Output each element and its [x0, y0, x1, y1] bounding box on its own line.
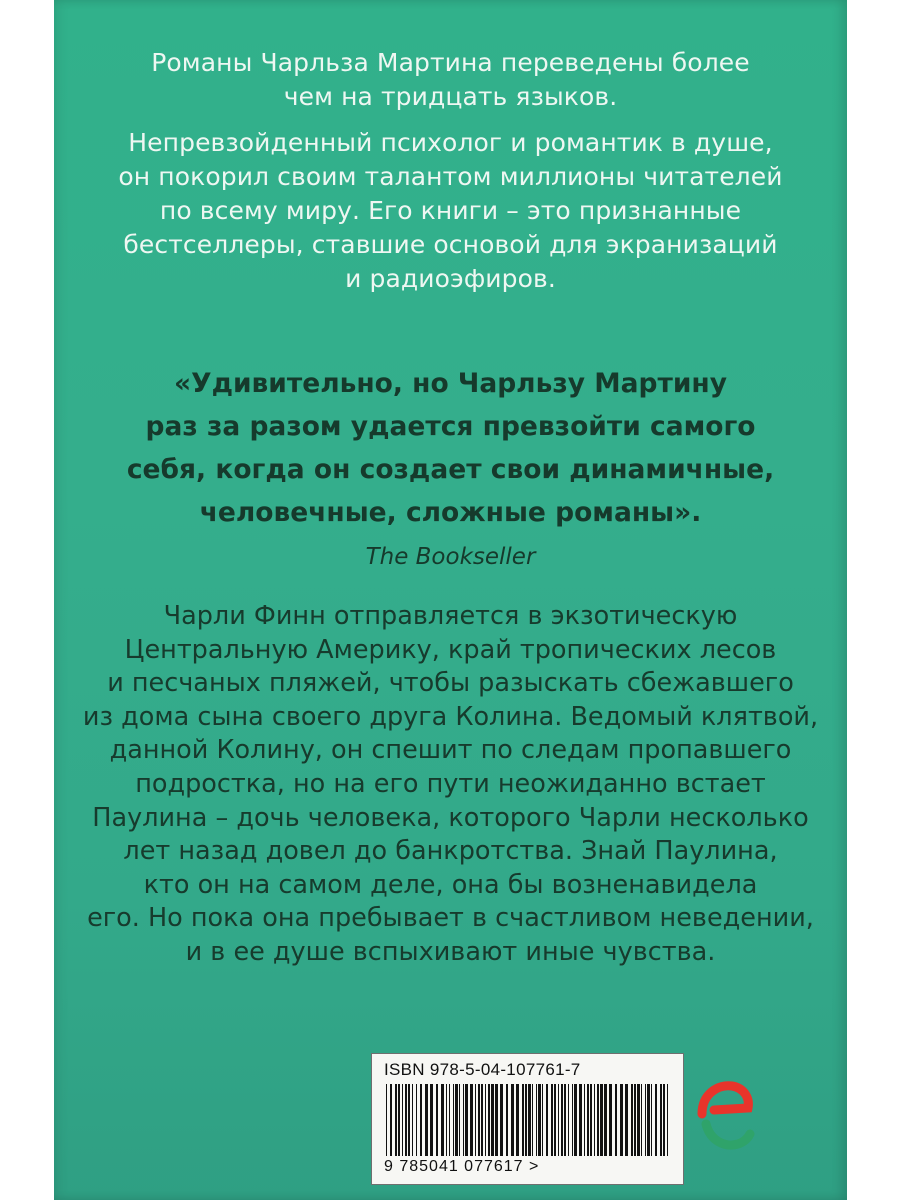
about-line: Непревзойденный психолог и романтик в душе,	[128, 128, 773, 157]
barcode-bar	[405, 1084, 407, 1156]
quote-line: себя, когда он создает свои динамичные,	[126, 454, 775, 485]
logo-bottom-arc	[706, 1124, 750, 1145]
synopsis-line: и в ее душе вспыхивают иные чувства.	[185, 936, 716, 967]
barcode-bar	[597, 1084, 599, 1156]
barcode-bar	[420, 1084, 422, 1156]
barcode-bar	[641, 1084, 642, 1156]
barcode-bar	[506, 1084, 508, 1156]
quote-source: The Bookseller	[365, 544, 536, 570]
about-line: он покорил своим талантом миллионы читателей	[118, 162, 783, 191]
about-line: и радиоэфиров.	[345, 264, 556, 293]
barcode-bar	[449, 1084, 450, 1156]
about-line: Романы Чарльза Мартина переведены более	[151, 48, 750, 77]
about-paragraph-1	[54, 46, 847, 114]
logo-top-arc	[702, 1086, 748, 1114]
about-line: чем на тридцать языков.	[283, 82, 618, 111]
barcode-bar	[655, 1084, 657, 1156]
barcode-bar	[561, 1084, 563, 1156]
barcode-bar	[631, 1084, 633, 1156]
barcode-bar	[516, 1084, 519, 1156]
barcode-bar	[430, 1084, 433, 1156]
barcode-bar	[398, 1084, 400, 1156]
barcode-bar	[386, 1084, 387, 1156]
barcode-bar	[536, 1084, 537, 1156]
barcode-bar	[651, 1084, 652, 1156]
synopsis-line: Чарли Финн отправляется в экзотическую	[163, 601, 738, 631]
barcode-bar	[615, 1084, 617, 1156]
barcode-bar	[574, 1084, 577, 1156]
barcode-bar	[660, 1084, 662, 1156]
eksmo-logo-icon	[694, 1080, 756, 1152]
barcode-bar	[478, 1084, 480, 1156]
barcode-bar	[551, 1084, 553, 1156]
barcode-bar	[663, 1084, 665, 1156]
barcode-label	[371, 1053, 684, 1185]
barcode-bar	[395, 1084, 397, 1156]
synopsis-line: кто он на самом деле, она бы возненавидела	[143, 869, 758, 900]
book-back-cover	[54, 0, 847, 1200]
barcode-bar	[620, 1084, 623, 1156]
barcode-bar	[470, 1084, 473, 1156]
synopsis	[54, 600, 847, 970]
synopsis-line: из дома сына своего друга Колина. Ведомый клятвой,	[82, 701, 819, 732]
barcode-bar	[645, 1084, 646, 1156]
barcode-bar	[459, 1084, 460, 1156]
barcode-bar	[568, 1084, 569, 1156]
synopsis-line: Центральную Америку, край тропических лесов	[124, 634, 777, 665]
barcode-bar	[546, 1084, 548, 1156]
barcode-bar	[522, 1084, 524, 1156]
barcode-bar	[453, 1084, 454, 1156]
barcode-bar	[604, 1084, 607, 1156]
barcode-bar	[558, 1084, 559, 1156]
barcode-bar	[579, 1084, 582, 1156]
barcode-bar	[481, 1084, 483, 1156]
barcode-bar	[538, 1084, 541, 1156]
barcode-bar	[495, 1084, 498, 1156]
barcode-bar	[491, 1084, 494, 1156]
barcode-bar	[436, 1084, 438, 1156]
quote-line: человечные, сложные романы».	[199, 497, 702, 528]
about-paragraph-2	[54, 126, 847, 296]
barcode-bar	[465, 1084, 468, 1156]
synopsis-line: данной Колину, он спешит по следам пропавшего	[109, 735, 792, 766]
barcode-bar	[511, 1084, 514, 1156]
barcode-bar	[584, 1084, 585, 1156]
synopsis-line: его. Но пока она пребывает в счастливом неведении,	[87, 903, 814, 934]
barcode-bar	[587, 1084, 589, 1156]
barcode-bar	[446, 1084, 447, 1156]
barcode-bar	[572, 1084, 573, 1156]
barcode-bar	[625, 1084, 628, 1156]
barcode-bar	[634, 1084, 636, 1156]
barcode-bar	[637, 1084, 640, 1156]
barcode-bar	[412, 1084, 413, 1156]
barcode-bar	[416, 1084, 417, 1156]
quote-line: «Удивительно, но Чарльзу Мартину	[174, 368, 727, 399]
barcode-bar	[402, 1084, 403, 1156]
synopsis-line: лет назад довел до банкротства. Знай Паулина,	[123, 836, 778, 867]
barcode-bar	[390, 1084, 392, 1156]
barcode-bar	[408, 1084, 410, 1156]
barcode-bar	[609, 1084, 612, 1156]
barcode-bar	[667, 1084, 668, 1156]
review-quote	[54, 362, 847, 577]
barcode-bar	[532, 1084, 533, 1156]
barcode-bar	[441, 1084, 444, 1156]
barcode-bar	[488, 1084, 490, 1156]
synopsis-line: и песчаных пляжей, чтобы разыскать сбежавшего	[107, 668, 794, 699]
barcode-bar	[455, 1084, 458, 1156]
synopsis-line: подростка, но на его пути неожиданно встает	[135, 768, 766, 799]
barcode-bar	[594, 1084, 595, 1156]
barcode-bar	[425, 1084, 428, 1156]
author-about-section	[54, 46, 847, 296]
barcode-icon	[386, 1084, 670, 1158]
barcode-bar	[542, 1084, 543, 1156]
barcode-bar	[564, 1084, 566, 1156]
barcode-bar	[463, 1084, 464, 1156]
barcode-bar	[485, 1084, 486, 1156]
barcode-bar	[647, 1084, 650, 1156]
barcode-bar	[475, 1084, 476, 1156]
about-line: бестселлеры, ставшие основой для экранизаций	[123, 230, 778, 259]
barcode-digits: 9 785041 077617 >	[384, 1158, 540, 1175]
barcode-bar	[525, 1084, 527, 1156]
about-line: по всему миру. Его книги – это признанные	[159, 196, 742, 225]
synopsis-line: Паулина – дочь человека, которого Чарли несколько	[92, 802, 809, 833]
barcode-bar	[554, 1084, 556, 1156]
barcode-bar	[590, 1084, 592, 1156]
quote-line: раз за разом удается превзойти самого	[145, 411, 756, 442]
barcode-bar	[500, 1084, 503, 1156]
isbn-text: ISBN 978-5-04-107761-7	[384, 1060, 581, 1079]
barcode-bar	[528, 1084, 531, 1156]
barcode-bar	[600, 1084, 603, 1156]
